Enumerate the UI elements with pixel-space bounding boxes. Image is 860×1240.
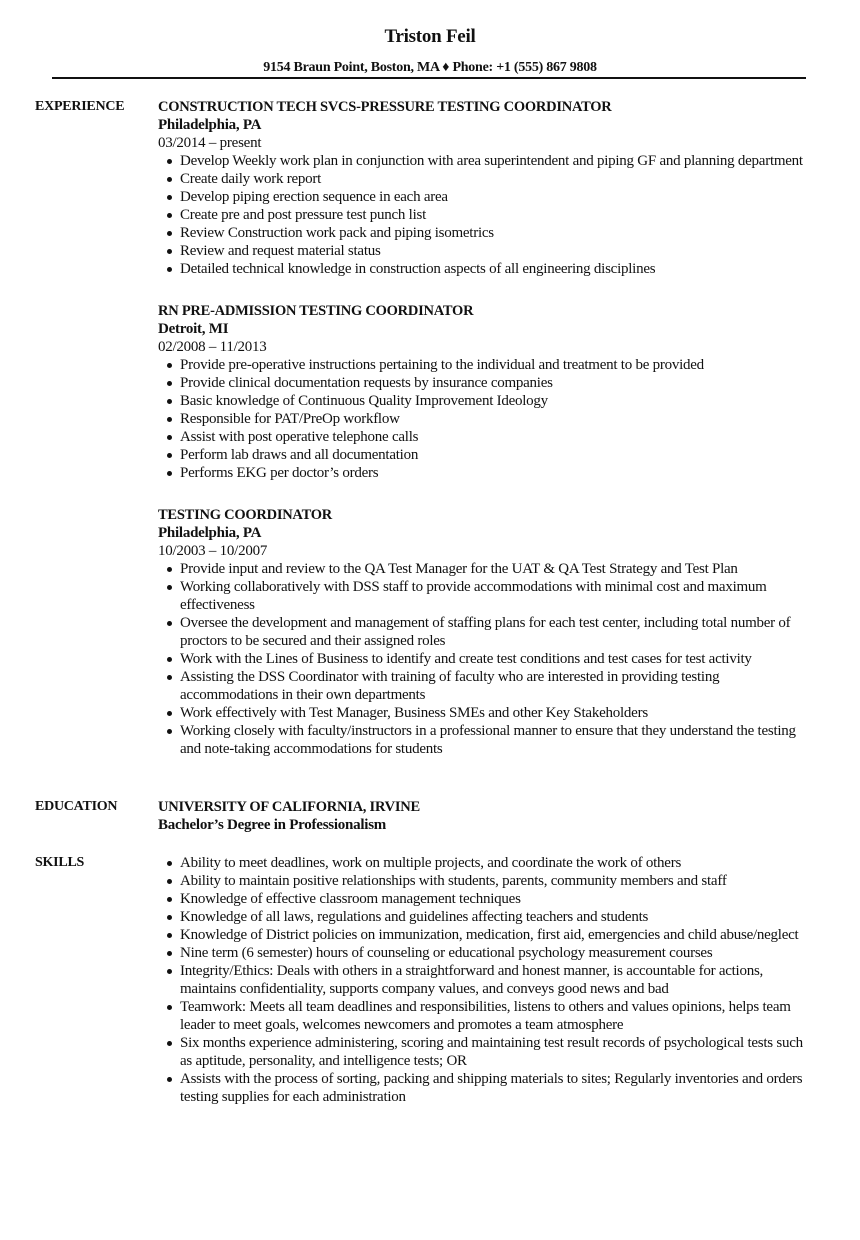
skill-item: Ability to meet deadlines, work on multiple projects, and coordinate the work of others — [180, 854, 818, 872]
bullet-item: Detailed technical knowledge in construction aspects of all engineering disciplines — [180, 260, 818, 278]
bullet-item: Work effectively with Test Manager, Business SMEs and other Key Stakeholders — [180, 704, 818, 722]
skill-item: Nine term (6 semester) hours of counseling or educational psychology measurement courses — [180, 944, 818, 962]
job-dates: 03/2014 – present — [158, 135, 262, 151]
job-dates: 02/2008 – 11/2013 — [158, 339, 267, 355]
experience-list — [158, 98, 818, 782]
job-title: CONSTRUCTION TECH SVCS-PRESSURE TESTING COORDINATOR — [158, 99, 612, 115]
bullet-item: Working collaboratively with DSS staff to provide accommodations with minimal cost and maximum effectiveness — [180, 578, 818, 614]
skill-item: Knowledge of District policies on immunization, medication, first aid, emergencies and child abuse/neglect — [180, 926, 818, 944]
job-entry — [158, 506, 818, 758]
bullet-item: Create pre and post pressure test punch list — [180, 206, 818, 224]
bullet-item: Provide input and review to the QA Test Manager for the UAT & QA Test Strategy and Test Plan — [180, 560, 818, 578]
bullet-item: Develop Weekly work plan in conjunction with area superintendent and piping GF and planning department — [180, 152, 818, 170]
job-bullets — [158, 356, 818, 482]
skill-item: Ability to maintain positive relationships with students, parents, community members and staff — [180, 872, 818, 890]
skill-item: Assists with the process of sorting, packing and shipping materials to sites; Regularly inventories and orders testing supplies for each administration — [180, 1070, 818, 1106]
bullet-item: Work with the Lines of Business to identify and create test conditions and test cases for test activity — [180, 650, 818, 668]
degree: Bachelor’s Degree in Professionalism — [158, 817, 387, 833]
bullet-item: Oversee the development and management of staffing plans for each test center, including total number of proctors to be secured and their assigned roles — [180, 614, 818, 650]
bullet-item: Provide pre-operative instructions pertaining to the individual and treatment to be provided — [180, 356, 818, 374]
candidate-name: Triston Feil — [384, 26, 476, 47]
bullet-item: Review Construction work pack and piping isometrics — [180, 224, 818, 242]
section-label: EXPERIENCE — [35, 99, 125, 114]
header-divider — [52, 77, 806, 79]
bullet-item: Performs EKG per doctor’s orders — [180, 464, 818, 482]
bullet-item: Review and request material status — [180, 242, 818, 260]
job-bullets — [158, 560, 818, 758]
job-location: Philadelphia, PA — [158, 117, 262, 133]
bullet-item: Provide clinical documentation requests by insurance companies — [180, 374, 818, 392]
bullet-item: Basic knowledge of Continuous Quality Improvement Ideology — [180, 392, 818, 410]
skill-item: Knowledge of all laws, regulations and guidelines affecting teachers and students — [180, 908, 818, 926]
skill-item: Integrity/Ethics: Deals with others in a straightforward and honest manner, is accountable for actions, maintains confidentiality, supports company values, and conveys good news and bad — [180, 962, 818, 998]
job-location: Philadelphia, PA — [158, 525, 262, 541]
section-label: EDUCATION — [35, 799, 118, 814]
section-label: SKILLS — [35, 855, 85, 870]
job-entry — [158, 98, 818, 278]
skill-item: Knowledge of effective classroom management techniques — [180, 890, 818, 908]
skill-item: Six months experience administering, scoring and maintaining test result records of psychological tests such as aptitude, personality, and intelligence tests; OR — [180, 1034, 818, 1070]
job-dates: 10/2003 – 10/2007 — [158, 543, 268, 559]
bullet-item: Assist with post operative telephone calls — [180, 428, 818, 446]
bullet-item: Working closely with faculty/instructors in a professional manner to ensure that they understand the testing and note-taking accommodations for students — [180, 722, 818, 758]
skill-item: Teamwork: Meets all team deadlines and responsibilities, listens to others and values opinions, helps team leader to meet goals, welcomes newcomers and promotes a team atmosphere — [180, 998, 818, 1034]
skills-list — [158, 854, 818, 1106]
bullet-item: Assisting the DSS Coordinator with training of faculty who are interested in providing testing accommodations in their own departments — [180, 668, 818, 704]
job-location: Detroit, MI — [158, 321, 229, 337]
school-name: UNIVERSITY OF CALIFORNIA, IRVINE — [158, 799, 420, 815]
contact-info: 9154 Braun Point, Boston, MA ♦ Phone: +1 (555) 867 9808 — [263, 60, 597, 75]
job-bullets — [158, 152, 818, 278]
job-entry — [158, 302, 818, 482]
bullet-item: Create daily work report — [180, 170, 818, 188]
bullet-item: Responsible for PAT/PreOp workflow — [180, 410, 818, 428]
job-title: TESTING COORDINATOR — [158, 507, 332, 523]
job-title: RN PRE-ADMISSION TESTING COORDINATOR — [158, 303, 474, 319]
bullet-item: Perform lab draws and all documentation — [180, 446, 818, 464]
bullet-item: Develop piping erection sequence in each area — [180, 188, 818, 206]
